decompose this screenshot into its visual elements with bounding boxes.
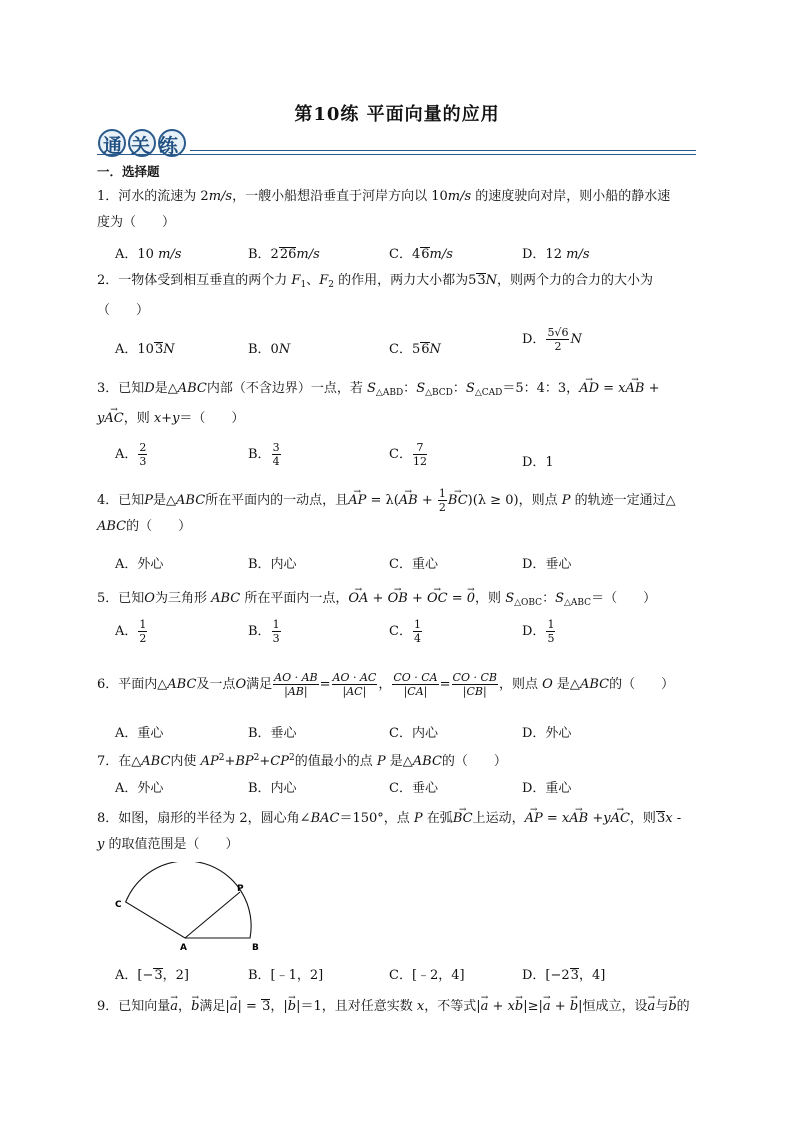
option-a[interactable]: A．外心 <box>115 781 164 796</box>
option-d[interactable]: D． $\frac{1}{5}$ <box>522 618 555 645</box>
option-a[interactable]: A．10 m/s <box>115 247 182 262</box>
option-c[interactable]: C．重心 <box>389 557 438 572</box>
option-b[interactable]: B．内心 <box>248 781 297 796</box>
option-b[interactable]: B．0N <box>248 342 291 357</box>
label-b: B <box>252 943 259 953</box>
header-rule-thin <box>97 154 696 155</box>
option-b[interactable]: B．226m/s <box>248 247 320 262</box>
option-c[interactable]: C．56N <box>389 342 441 357</box>
option-c[interactable]: C． $\frac{7}{12}$ <box>389 441 427 468</box>
question-5-options <box>115 618 695 650</box>
question-6: 6．平面内△ABC及一点O满足 $\frac{AO \cdot AB}{|AB|}$ = $\frac{AO \cdot AC}{|AC|}$ ， $\frac{CO \cdot CA}{|CA|}$ = $\frac{CO \cdot CB}{|CB|}$ ，则点 O 是△ABC的（ ） <box>97 671 675 698</box>
option-d[interactable]: D． $\frac{5√6}{2}$ N <box>522 326 582 353</box>
option-b[interactable]: B．垂心 <box>248 726 297 741</box>
option-c[interactable]: C．46m/s <box>389 247 453 262</box>
question-7: 7．在△ABC内使 $AP^2+BP^2+CP^2$的值最小的点 P 是△ABC的（ ） <box>97 753 507 769</box>
option-c[interactable]: C． $\frac{1}{4}$ <box>389 618 421 645</box>
question-8: 8．如图，扇形的半径为 2，圆心角∠BAC＝150°，点 P 在弧→ BC上运动，→ AP = x→ AB +y→ AC，则3x - y 的取值范围是（ ） <box>97 806 697 858</box>
question-3-options <box>115 441 695 475</box>
option-d[interactable]: D．重心 <box>522 781 572 796</box>
section-heading: 一．选择题 <box>97 164 160 179</box>
option-c[interactable]: C．垂心 <box>389 781 438 796</box>
option-c[interactable]: C．内心 <box>389 726 438 741</box>
option-b[interactable]: B．[﹣1，2] <box>248 968 324 983</box>
question-4-options <box>115 553 695 577</box>
logo-text: 通关练 <box>102 134 187 157</box>
option-d[interactable]: D．1 <box>522 455 554 470</box>
question-1-options <box>115 243 695 267</box>
option-a[interactable]: A．外心 <box>115 557 164 572</box>
question-3: 3．已知D是△ABC内部（不含边界）一点，若 $S_{\triangle ABD}$：$S_{\triangle BCD}$：$S_{\triangle CAD}=5$：4：3，→ AD = x→ AB + y→ AC，则 x+y＝（ ） <box>97 376 697 432</box>
option-a[interactable]: A．103N <box>115 342 175 357</box>
label-p: P <box>237 884 244 894</box>
option-a[interactable]: A． $\frac{1}{2}$ <box>115 618 147 645</box>
option-b[interactable]: B．内心 <box>248 557 297 572</box>
option-b[interactable]: B． $\frac{3}{4}$ <box>248 441 280 468</box>
option-a[interactable]: A． $\frac{2}{3}$ <box>115 441 147 468</box>
question-4: 4．已知P是△ABC所在平面内的一动点，且→ AP = λ(→ AB + $\frac{1}{2}$ → BC)(λ ≥ 0)，则点 P 的轨迹一定通过△ ABC的（ ） <box>97 487 697 540</box>
label-a: A <box>180 943 187 953</box>
option-b[interactable]: B． $\frac{1}{3}$ <box>248 618 280 645</box>
question-9: 9．已知向量→ a，→ b满足|→ a| = 3，|→ b|＝1，且对任意实数 x，不等式|→ a + x→ b|≥|→ a + → b|恒成立，设→ a与→ b的 <box>97 994 697 1020</box>
question-2-options <box>115 326 695 362</box>
option-a[interactable]: A．重心 <box>115 726 164 741</box>
question-8-options <box>115 964 695 988</box>
question-5: 5．已知O为三角形 ABC 所在平面内一点，→ OA + → OB + → OC = → 0，则 $S_{\triangle OBC}$：$S_{\triangle ABC}=$（ ） <box>97 586 697 616</box>
question-2: 2．一物体受到相互垂直的两个力 $F_1$、$F_2$ 的作用，两力大小都为53N，则两个力的合力的大小为 （ ） <box>97 273 654 318</box>
question-7-options <box>115 777 695 801</box>
option-d[interactable]: D．[−23，4] <box>522 968 606 983</box>
sector-figure <box>110 862 270 957</box>
question-6-options <box>115 722 695 746</box>
option-d[interactable]: D．外心 <box>522 726 572 741</box>
sector-outline <box>126 862 251 938</box>
header-rule <box>190 150 696 151</box>
option-c[interactable]: C．[﹣2，4] <box>389 968 465 983</box>
question-1: 1．河水的流速为 2m/s，一艘小船想沿垂直于河岸方向以 10m/s 的速度驶向对岸，则小船的静水速 度为（ ） <box>97 189 671 230</box>
option-d[interactable]: D．12 m/s <box>522 247 590 262</box>
option-d[interactable]: D．垂心 <box>522 557 572 572</box>
segment-ap <box>185 892 240 938</box>
label-c: C <box>115 900 122 910</box>
option-a[interactable]: A．[−3，2] <box>115 968 189 983</box>
page-title: 第10练 平面向量的应用 <box>294 104 500 125</box>
